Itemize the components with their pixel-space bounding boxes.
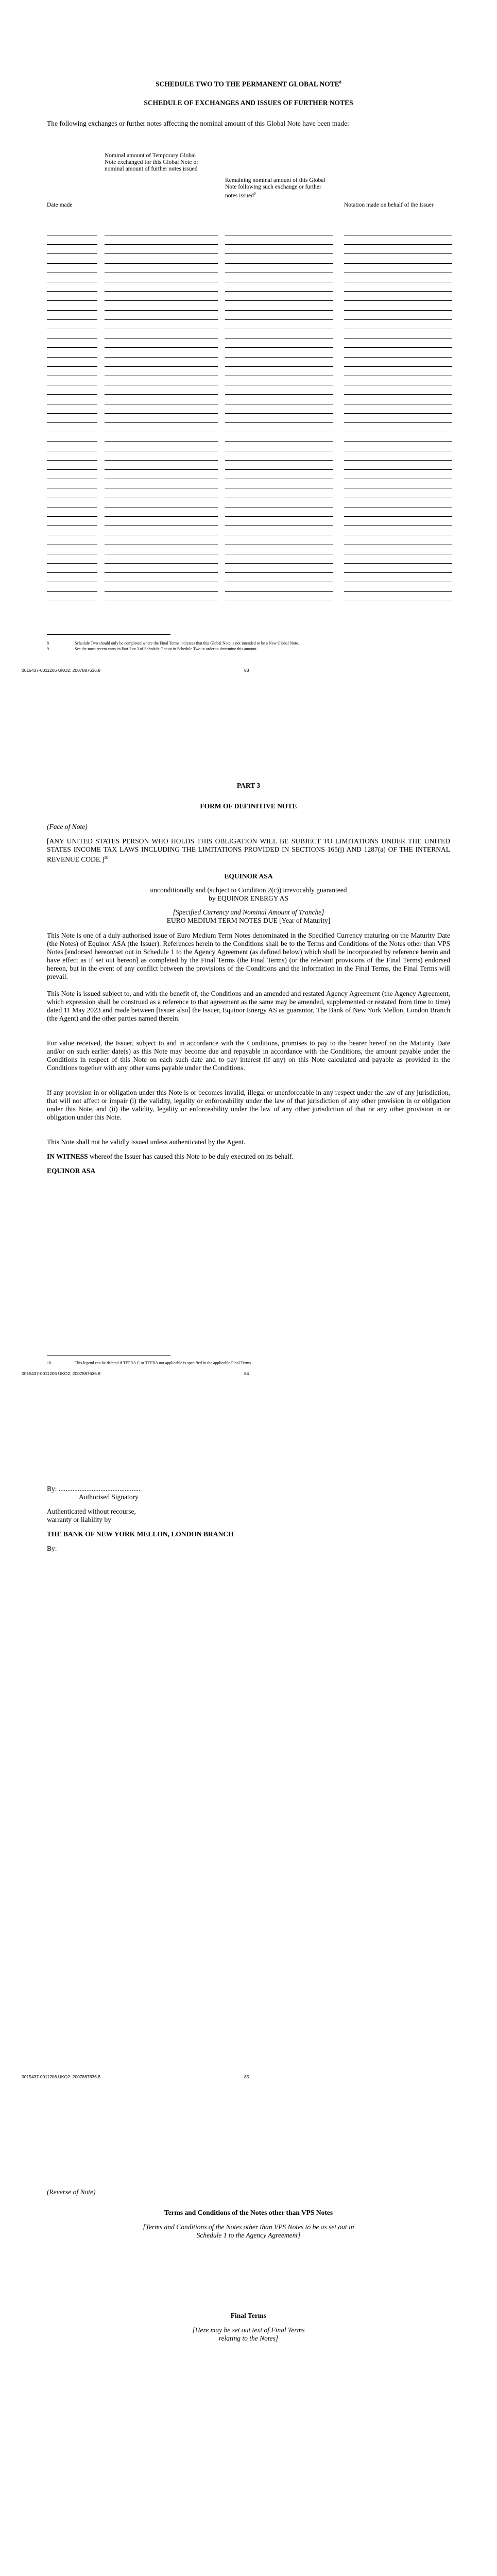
final-terms-text: relating to the Notes] bbox=[218, 2334, 279, 2342]
table-rule bbox=[344, 572, 452, 573]
table-rule bbox=[344, 516, 452, 517]
table-rule bbox=[344, 291, 452, 292]
table-rule bbox=[225, 516, 333, 517]
table-rule bbox=[344, 422, 452, 423]
table-rule bbox=[225, 310, 333, 311]
table-rule bbox=[47, 394, 97, 395]
table-rule bbox=[344, 441, 452, 442]
table-rule bbox=[47, 563, 97, 564]
footnote-mark: 10 bbox=[47, 1361, 51, 1365]
table-rule bbox=[225, 347, 333, 348]
table-rule bbox=[47, 253, 97, 254]
table-rule bbox=[105, 244, 218, 245]
table-rule bbox=[105, 460, 218, 461]
table-rule bbox=[47, 244, 97, 245]
table-rule bbox=[105, 366, 218, 367]
table-rule bbox=[47, 460, 97, 461]
footnote-divider bbox=[47, 634, 170, 635]
table-rule bbox=[344, 319, 452, 320]
table-rule bbox=[105, 563, 218, 564]
face-label: (Face of Note) bbox=[47, 823, 88, 831]
table-rule bbox=[225, 244, 333, 245]
footnote-text: See the most recent entry in Part 2 or 3 of Schedule One or in Schedule Two in order to determine this amount. bbox=[75, 647, 258, 651]
authentication-line: Authenticated without recourse, bbox=[47, 1507, 136, 1515]
paragraph-notes: This Note is one of a duly authorised issue of Euro Medium Term Notes denominated in the Specified Currency maturing on the Maturity Date (the Notes) of Equinor ASA (the Issuer). References herein to the Conditions shall be to the Terms and Conditions of the Notes other than VPS Notes [endorsed hereon/set out in Schedule 1 to the Agency Agreement (as defined below) which shall be incorporated by reference herein and have effect as if set out hereon] as completed by the Final Terms (the Final Terms) (or the relevant provisions of the Final Terms) endorsed hereon, but in the event of any conflict between the provisions of the Conditions and the information in the Final Terms, the Final Terms will prevail. bbox=[47, 931, 450, 980]
table-rule bbox=[225, 591, 333, 592]
col-header-remaining: Remaining nominal amount of this Global Note following such exchange or further notes issued$^9$ bbox=[225, 177, 325, 199]
table-rule bbox=[225, 300, 333, 301]
document-id: 0015437-0011206 UKO2: 2007887636.8 bbox=[22, 668, 100, 673]
page-number: 84 bbox=[244, 1371, 249, 1376]
page-86 bbox=[0, 2110, 497, 2576]
page-85 bbox=[0, 1406, 497, 2110]
table-rule bbox=[47, 422, 97, 423]
tax-legend: [ANY UNITED STATES PERSON WHO HOLDS THIS OBLIGATION WILL BE SUBJECT TO LIMITATIONS UNDER THE UNITED STATES INCOME TAX LAWS INCLUDING THE LIMITATIONS PROVIDED IN SECTIONS 165(j) AND 1287(a) OF THE INTERNAL REVENUE CODE.]$^{10}$ bbox=[47, 837, 450, 863]
agent-bank: THE BANK OF NEW YORK MELLON, LONDON BRANCH bbox=[47, 1530, 234, 1538]
document-id: 0015437-0011206 UKO2: 2007887636.8 bbox=[22, 1371, 100, 1376]
table-rule bbox=[105, 441, 218, 442]
schedule-title: SCHEDULE TWO TO THE PERMANENT GLOBAL NOTE$^8$ bbox=[156, 80, 341, 88]
final-terms-heading: Final Terms bbox=[230, 2312, 267, 2319]
table-rule bbox=[344, 469, 452, 470]
authorised-signatory: Authorised Signatory bbox=[79, 1493, 139, 1501]
col-header-notation: Notation made on behalf of the Issuer bbox=[344, 202, 434, 208]
guarantor-line: by EQUINOR ENERGY AS bbox=[208, 894, 289, 902]
paragraph-severability: If any provision in or obligation under this Note is or becomes invalid, illegal or unenforceable in any respect under the law of any jurisdiction, that will not affect or impair (i) the validity, legality or enforceability under the law of that jurisdiction of any other provision in or obligation under this Note, and (ii) the validity, legality or enforceability under the law of any other jurisdiction of that or any other provision in or obligation under this Note. bbox=[47, 1089, 450, 1121]
table-rule bbox=[225, 394, 333, 395]
table-rule bbox=[344, 310, 452, 311]
page-83 bbox=[0, 0, 497, 703]
table-rule bbox=[225, 422, 333, 423]
table-rule bbox=[105, 310, 218, 311]
col-header-date: Date made bbox=[47, 202, 73, 208]
table-rule bbox=[344, 413, 452, 414]
witness-clause: IN WITNESS whereof the Issuer has caused this Note to be duly executed on its behalf. bbox=[47, 1153, 294, 1160]
table-rule bbox=[344, 366, 452, 367]
table-rule bbox=[225, 253, 333, 254]
reverse-label: (Reverse of Note) bbox=[47, 2188, 96, 2196]
table-rule bbox=[105, 357, 218, 358]
form-title: FORM OF DEFINITIVE NOTE bbox=[200, 802, 297, 810]
table-rule bbox=[344, 591, 452, 592]
table-rule bbox=[344, 563, 452, 564]
page-number: 83 bbox=[244, 668, 249, 673]
table-rule bbox=[225, 563, 333, 564]
programme-line: EURO MEDIUM TERM NOTES DUE [Year of Maturity] bbox=[166, 917, 331, 924]
document-id: 0015437-0011206 UKO2: 2007887636.8 bbox=[22, 2074, 100, 2079]
table-rule bbox=[225, 441, 333, 442]
table-rule bbox=[344, 263, 452, 264]
page-84 bbox=[0, 703, 497, 1406]
table-rule bbox=[47, 300, 97, 301]
table-rule bbox=[105, 347, 218, 348]
table-rule bbox=[344, 460, 452, 461]
table-rule bbox=[47, 591, 97, 592]
part-heading: PART 3 bbox=[236, 782, 261, 789]
table-rule bbox=[105, 394, 218, 395]
table-rule bbox=[105, 319, 218, 320]
signature-line: By: ............................................... bbox=[47, 1485, 141, 1493]
table-rule bbox=[47, 310, 97, 311]
table-rule bbox=[105, 516, 218, 517]
table-rule bbox=[105, 413, 218, 414]
conditions-text: Schedule 1 to the Agency Agreement] bbox=[196, 2231, 301, 2239]
final-terms-text: [Here may be set out text of Final Terms bbox=[192, 2326, 305, 2334]
table-rule bbox=[225, 357, 333, 358]
col-header-temporary: Nominal amount of Temporary Global Note exchanged for this Global Note or nominal amount of further notes issued bbox=[105, 152, 199, 172]
table-rule bbox=[105, 469, 218, 470]
table-rule bbox=[47, 469, 97, 470]
table-rule bbox=[47, 366, 97, 367]
page-number: 85 bbox=[244, 2074, 249, 2079]
schedule-subtitle: SCHEDULE OF EXCHANGES AND ISSUES OF FURTHER NOTES bbox=[144, 99, 353, 107]
table-rule bbox=[105, 263, 218, 264]
signatory-issuer: EQUINOR ASA bbox=[47, 1167, 96, 1175]
issuer-name: EQUINOR ASA bbox=[224, 872, 273, 880]
table-rule bbox=[47, 263, 97, 264]
table-rule bbox=[105, 300, 218, 301]
footnote-mark: 8 bbox=[47, 641, 49, 646]
table-rule bbox=[105, 253, 218, 254]
table-rule bbox=[105, 422, 218, 423]
table-rule bbox=[225, 319, 333, 320]
schedule-intro: The following exchanges or further notes affecting the nominal amount of this Global Note have been made: bbox=[47, 120, 349, 127]
table-rule bbox=[344, 347, 452, 348]
table-rule bbox=[47, 516, 97, 517]
table-rule bbox=[344, 300, 452, 301]
currency-line: [Specified Currency and Nominal Amount of Tranche] bbox=[173, 908, 324, 916]
table-rule bbox=[225, 469, 333, 470]
authentication-line: warranty or liability by bbox=[47, 1516, 111, 1523]
table-rule bbox=[47, 357, 97, 358]
paragraph-payment: For value received, the Issuer, subject to and in accordance with the Conditions, promises to pay to the bearer hereof on the Maturity Date and/or on such earlier date(s) as this Note may become due and repayable in accordance with the Conditions, the amount payable under the Conditions in respect of this Note on each such date and to pay interest (if any) on this Note calculated and payable as provided in the Conditions together with any other sums payable under the Conditions. bbox=[47, 1039, 450, 1072]
table-rule bbox=[344, 357, 452, 358]
table-rule bbox=[225, 413, 333, 414]
table-rule bbox=[225, 366, 333, 367]
footnote-mark: 9 bbox=[47, 647, 49, 651]
table-rule bbox=[344, 394, 452, 395]
agent-signature-line: By: bbox=[47, 1545, 57, 1552]
table-rule bbox=[47, 347, 97, 348]
table-rule bbox=[105, 291, 218, 292]
table-rule bbox=[105, 591, 218, 592]
table-rule bbox=[225, 263, 333, 264]
table-rule bbox=[47, 413, 97, 414]
footnote-text: Schedule Two should only be completed where the Final Terms indicates that this Global Note is not intended to be a New Global Note. bbox=[75, 641, 299, 646]
table-rule bbox=[344, 253, 452, 254]
table-rule bbox=[344, 244, 452, 245]
table-rule bbox=[225, 291, 333, 292]
table-rule bbox=[105, 572, 218, 573]
table-rule bbox=[47, 441, 97, 442]
conditions-heading: Terms and Conditions of the Notes other than VPS Notes bbox=[164, 2209, 333, 2216]
table-rule bbox=[225, 460, 333, 461]
guarantee-line: unconditionally and (subject to Condition 2(c)) irrevocably guaranteed bbox=[150, 886, 347, 894]
conditions-text: [Terms and Conditions of the Notes other than VPS Notes to be as set out in bbox=[143, 2223, 354, 2231]
table-rule bbox=[225, 572, 333, 573]
table-rule bbox=[47, 319, 97, 320]
paragraph-authentication: This Note shall not be validly issued unless authenticated by the Agent. bbox=[47, 1138, 246, 1146]
table-rule bbox=[47, 291, 97, 292]
footnote-text: This legend can be deleted if TEFRA C or TEFRA not applicable is specified in the applicable Final Terms. bbox=[75, 1361, 252, 1365]
paragraph-agency: This Note is issued subject to, and with the benefit of, the Conditions and an amended and restated Agency Agreement (the Agency Agreement, which expression shall be construed as a reference to that agreement as the same may be amended, supplemented or restated from time to time) dated 11 May 2023 and made between [Issuer also] the Issuer, Equinor Energy AS as guarantor, The Bank of New York Mellon, London Branch (the Agent) and the other parties named therein. bbox=[47, 990, 450, 1022]
table-rule bbox=[47, 572, 97, 573]
